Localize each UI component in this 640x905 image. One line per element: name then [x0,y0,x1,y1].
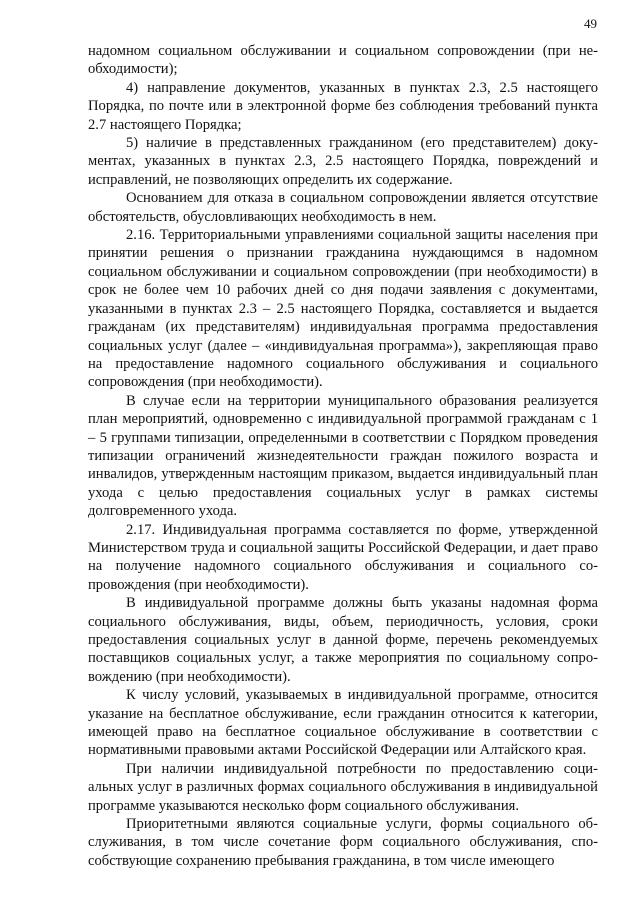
paragraph-program-contents: В индивидуальной программе должны быть указаны надомная форма социального обслуживания, виды, объем, периодичность, условия, сроки предоставления социальных услуг в данной форме, перечень рекомендуемых поставщиков социальных услуг, а также мероприятия по социальному сопровождению (при необходимости). [88,595,598,685]
paragraph-continuation: надомном социальном обслуживании и социальном сопровождении (при необходимости); [88,43,598,78]
paragraph-care-plan: В случае если на территории муниципального образования реализуется план мероприятий, одновременно с индивидуальной программой гражданам с 1 – 5 группами типизации, определенными в соответствии с Порядком проведения типизации ограничений жизнедеятельности граждан пожилого возраста и инвалидов, утвержденным настоящим приказом, выдается индивидуальный план ухода с целью предоставления социальных услуг в рамках системы долговременного ухода. [88,392,598,520]
paragraph-2-17: 2.17. Индивидуальная программа составляется по форме, утвержденной Министерством труда и социальной защиты Российской Федерации, и дает право на получение надомного социального обслуживания и социального сопровождения (при необходимости). [88,521,598,593]
paragraph-conditions: К числу условий, указываемых в индивидуальной программе, относится указание на бесплатное обслуживание, если гражданин относится к категории, имеющей право на бесплатное социальное обслуживание в соответствии с нормативными правовыми актами Российской Федерации или Алтайского края. [88,687,598,759]
paragraph-item-4: 4) направление документов, указанных в пунктах 2.3, 2.5 настоящего Порядка, по почте или в электронной форме без соблюдения требований пункта 2.7 настоящего Порядка; [88,79,598,133]
paragraph-refusal-basis: Основанием для отказа в социальном сопровождении является отсутствие обстоятельств, обусловливающих необходимость в нем. [88,190,598,225]
paragraph-item-5: 5) наличие в представленных гражданином (его представителем) документах, указанных в пунктах 2.3, 2.5 настоящего Порядка, повреждений и исправлений, не позволяющих определить их содержание. [88,135,598,188]
body-text [88,42,598,870]
paragraph-2-16: 2.16. Территориальными управлениями социальной защиты населения при принятии решения о признании гражданина нуждающимся в надомном социальном обслуживании и социальном сопровождении (при необходимости) в срок не более чем 10 рабочих дней со дня подачи заявления с документами, указанными в пунктах 2.3 – 2.5 настоящего Порядка, составляется и выдается гражданам (их представителям) индивидуальная программа предоставления социальных услуг (далее – «индивидуальная программа»), закрепляющая право на предоставление надомного социального обслуживания и социального сопровождения (при необходимости). [88,227,598,391]
paragraph-multiple-forms: При наличии индивидуальной потребности по предоставлению социальных услуг в различных формах социального обслуживания в индивидуальной программе указываются несколько форм социального обслуживания. [88,760,598,814]
paragraph-priority: Приоритетными являются социальные услуги, формы социального обслуживания, в том числе сочетание форм социального обслуживания, способствующие сохранению пребывания гражданина, в том числе имеющего [88,816,598,869]
page-number: 49 [584,16,597,31]
